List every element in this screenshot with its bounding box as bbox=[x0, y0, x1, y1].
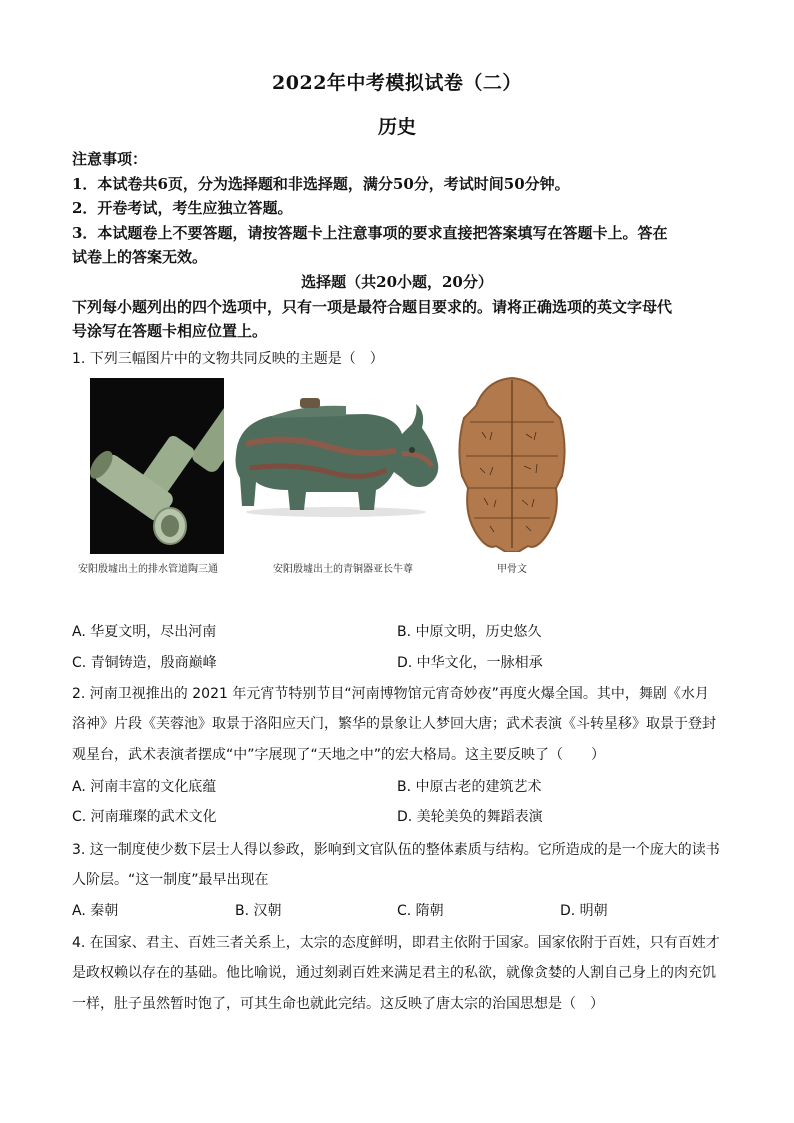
option-d[interactable]: D. 明朝 bbox=[560, 903, 608, 919]
question-2-stem: 2. 河南卫视推出的 2021 年元宵节特别节目“河南博物馆元宵奇妙夜”再度火爆全国。其中，舞剧《水月 bbox=[72, 686, 709, 702]
question-2-stem: 洛神》片段《芙蓉池》取景于洛阳应天门，繁华的景象让人梦回大唐；武术表演《斗转星移》取景于登封 bbox=[72, 716, 716, 732]
option-b[interactable]: B. 汉朝 bbox=[235, 903, 282, 919]
question-3-stem: 3. 这一制度使少数下层士人得以参政，影响到文官队伍的整体素质与结构。它所造成的是一个庞大的读书 bbox=[72, 842, 720, 858]
question-1-stem: 1. 下列三幅图片中的文物共同反映的主题是（ ） bbox=[72, 351, 384, 367]
option-b[interactable]: B. 中原文明，历史悠久 bbox=[397, 624, 542, 640]
notice-item: 1．本试卷共6页，分为选择题和非选择题，满分50分，考试时间50分钟。 bbox=[72, 175, 570, 193]
question-4-stem: 是政权赖以存在的基础。他比喻说，通过刻剥百姓来满足君主的私欲，就像贪婪的人割自己身上的肉充饥 bbox=[72, 965, 716, 981]
option-c[interactable]: C. 青铜铸造，殷商巅峰 bbox=[72, 655, 217, 671]
option-b[interactable]: B. 中原古老的建筑艺术 bbox=[397, 779, 542, 795]
option-c[interactable]: C. 隋朝 bbox=[397, 903, 444, 919]
option-a[interactable]: A. 秦朝 bbox=[72, 903, 119, 919]
notice-item: 2．开卷考试，考生应独立答题。 bbox=[72, 199, 293, 217]
figure-caption: 安阳殷墟出土的青铜器亚长牛尊 bbox=[273, 564, 413, 575]
question-4-stem: 一样，肚子虽然暂时饱了，可其生命也就此完结。这反映了唐太宗的治国思想是（ ） bbox=[72, 996, 604, 1012]
section-instruction: 号涂写在答题卡相应位置上。 bbox=[72, 322, 268, 340]
option-d[interactable]: D. 美轮美奂的舞蹈表演 bbox=[397, 809, 543, 825]
option-a[interactable]: A. 华夏文明，尽出河南 bbox=[72, 624, 217, 640]
figure-caption: 甲骨文 bbox=[497, 564, 527, 575]
exam-title: 2022年中考模拟试卷（二） bbox=[272, 72, 522, 94]
section-title: 选择题（共20小题，20分） bbox=[301, 273, 493, 291]
notice-heading: 注意事项： bbox=[72, 150, 148, 168]
question-2-stem: 观星台，武术表演者摆成“中”字展现了“天地之中”的宏大格局。这主要反映了（ ） bbox=[72, 747, 606, 763]
option-a[interactable]: A. 河南丰富的文化底蕴 bbox=[72, 779, 217, 795]
question-3-stem: 人阶层。“这一制度”最早出现在 bbox=[72, 872, 269, 888]
section-instruction: 下列每小题列出的四个选项中，只有一项是最符合题目要求的。请将正确选项的英文字母代 bbox=[72, 298, 673, 316]
figure-caption: 安阳殷墟出土的排水管道陶三通 bbox=[78, 564, 218, 575]
oracle-bone-image bbox=[456, 376, 568, 552]
bronze-ox-zun-image bbox=[226, 394, 440, 518]
pottery-pipe-image bbox=[90, 378, 224, 554]
option-c[interactable]: C. 河南璀璨的武术文化 bbox=[72, 809, 217, 825]
option-d[interactable]: D. 中华文化，一脉相承 bbox=[397, 655, 543, 671]
notice-item: 试卷上的答案无效。 bbox=[72, 248, 208, 266]
question-4-stem: 4. 在国家、君主、百姓三者关系上，太宗的态度鲜明，即君主依附于国家。国家依附于百姓，只有百姓才 bbox=[72, 935, 720, 951]
notice-item: 3．本试题卷上不要答题，请按答题卡上注意事项的要求直接把答案填写在答题卡上。答在 bbox=[72, 224, 668, 242]
exam-subject: 历史 bbox=[377, 116, 416, 138]
